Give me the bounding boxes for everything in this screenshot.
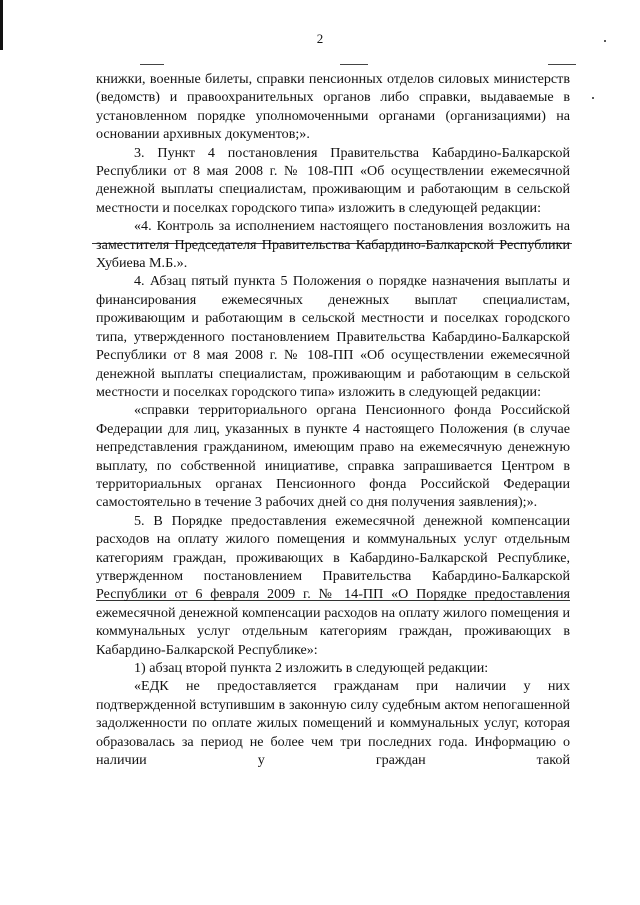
scan-artifact-line: [140, 64, 164, 65]
paragraph: 3. Пункт 4 постановления Правительства Кабардино-Балкарской Республики от 8 мая 2008 г. № 108-ПП «Об осуществлении ежемесячной денежной выплаты специалистам, проживающим и работающим в сельской местности и поселках городского типа» изложить в следующей редакции:: [96, 144, 570, 216]
paragraph: «4. Контроль за исполнением настоящего постановления возложить на заместителя Председателя Правительства Кабардино-Балкарской Республики Хубиева М.Б.».: [96, 218, 570, 272]
paragraph: «ЕДК не предоставляется гражданам при наличии у них подтвержденной вступившим в законную силу судебным актом непогашенной задолженности по оплате жилых помещений и коммунальных услуг, которая образовалась за период не более чем три последних года. Информацию о наличии у граждан такой: [96, 678, 570, 769]
page-number: 2: [316, 31, 324, 46]
scan-speck: [592, 97, 594, 99]
paragraph: 4. Абзац пятый пункта 5 Положения о порядке назначения выплаты и финансирования ежемесячных денежных выплат специалистам, проживающим и работающим в сельской местности и поселках городского типа, утвержденного постановлением Правительства Кабардино-Балкарской Республики от 8 мая 2008 г. № 108-ПП «Об осуществлении ежемесячной денежной выплаты специалистам, проживающим и работающим в сельской местности и поселках городского типа» изложить в следующей редакции:: [96, 273, 570, 400]
paragraph: 5. В Порядке предоставления ежемесячной денежной компенсации расходов на оплату жилого помещения и коммунальных услуг отдельным категориям граждан, проживающих в Кабардино-Балкарской Республике, утвержденном постановлением Правительства Кабардино-Балкарской Республики от 6 февраля 2009 г. № 14-ПП «О Порядке предоставления ежемесячной денежной компенсации расходов на оплату жилого помещения и коммунальных услуг отдельным категориям граждан, проживающих в Кабардино-Балкарской Республике»:: [96, 512, 570, 658]
paragraph: книжки, военные билеты, справки пенсионных отделов силовых министерств (ведомств) и правоохранительных органов либо справки, выдаваемые в установленном порядке уполномоченными органами (организациями) на основании архивных документов;».: [96, 71, 570, 143]
document-body: [96, 70, 570, 769]
scan-artifact-line: [548, 64, 576, 65]
paragraph: «справки территориального органа Пенсионного фонда Российской Федерации для лиц, указанных в пункте 4 настоящего Положения (в случае непредставления гражданином, имеющим право на ежемесячную денежную выплату, по собственной инициативе, справка запрашивается Центром в территориальных органах Пенсионного фонда Российской Федерации самостоятельно в течение 3 рабочих дней со дня получения заявления);».: [96, 402, 570, 511]
paragraph: 1) абзац второй пункта 2 изложить в следующей редакции:: [134, 660, 489, 676]
scan-artifact-line: [340, 64, 368, 65]
